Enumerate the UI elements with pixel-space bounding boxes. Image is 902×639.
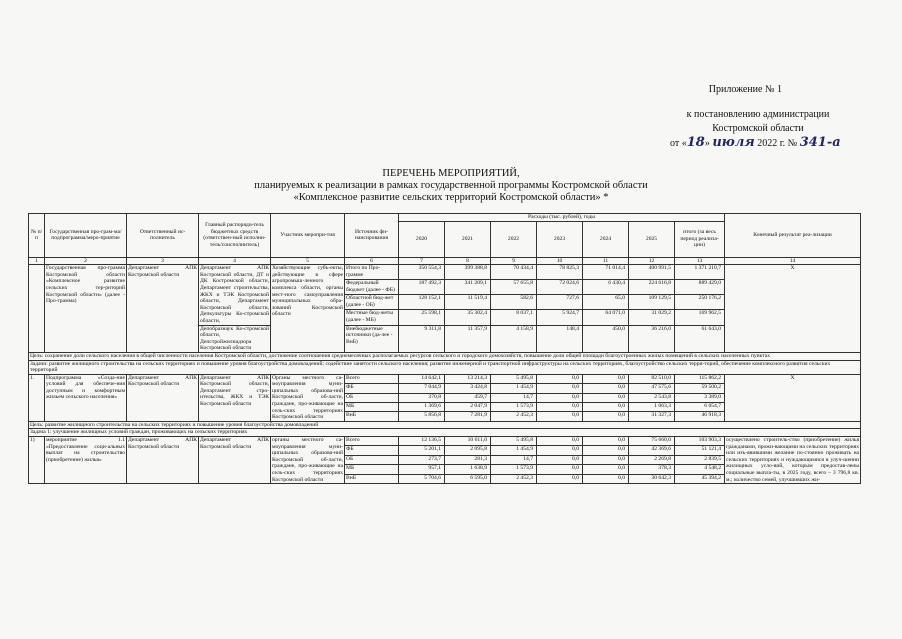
header-year: 2020: [399, 221, 445, 257]
goal-row: Цель: развитие жилищного строительства на сельских территориях и повышение уровня благоустройства домовладений: [29, 421, 861, 429]
column-number-row: [29, 257, 861, 265]
amount-cell: 6 430,4: [583, 280, 629, 295]
amount-cell: 14,7: [491, 455, 537, 464]
amount-cell: 0,0: [537, 455, 583, 464]
col-number: 6: [345, 257, 399, 265]
header-expenses: Расходы (тыс. рублей), годы: [399, 214, 725, 222]
manager: Департамент АПК Костромской области: [199, 437, 271, 484]
amount-cell: 1 573,9: [491, 465, 537, 474]
amount-cell: 0,0: [537, 474, 583, 483]
amount-cell: 1 369,6: [399, 402, 445, 411]
amount-cell: 42 369,6: [629, 446, 675, 455]
title-line-3: «Комплексное развитие сельских территорий Костромской области» *: [293, 192, 609, 203]
executor: Департамент АПК Костромской области: [127, 374, 199, 421]
program-name: Государственная про-грамма Костромской области «Комплексное развитие сельских тер-риторий Костромской области» (далее - Про-грамма): [45, 265, 127, 353]
program-name: Подпрограмма «Созда-ние условий для обеспече-ния доступным и комфортным жильем сельского населения»: [45, 374, 127, 421]
col-number: 7: [399, 257, 445, 265]
amount-cell: 11 357,9: [445, 325, 491, 352]
col-number: 14: [725, 257, 861, 265]
amount-cell: 0,0: [537, 402, 583, 411]
amount-cell: 35 302,4: [445, 310, 491, 325]
col-number: 8: [445, 257, 491, 265]
col-number: 10: [537, 257, 583, 265]
final-result: Х: [725, 265, 861, 353]
table-row: [29, 437, 861, 446]
amount-cell: 25 598,1: [399, 310, 445, 325]
col-number: 1: [29, 257, 45, 265]
amount-cell: 148,4: [537, 325, 583, 352]
amount-cell: 6 595,0: [445, 474, 491, 483]
amount-cell: 0,0: [537, 374, 583, 383]
amount-cell: 72 024,6: [537, 280, 583, 295]
amount-cell: 10 611,0: [445, 437, 491, 446]
amount-cell: 2 095,8: [445, 446, 491, 455]
amount-cell: 1 573,9: [491, 402, 537, 411]
header-manager: Главный распоряди-тель бюджетных средств (ответствен-ный исполни-тель/соисполнитель): [199, 214, 271, 258]
funding-source: Всего: [345, 437, 399, 446]
amount-cell: 2 452,3: [491, 412, 537, 421]
date-year: 2022 г. №: [754, 138, 800, 149]
header-year: 2021: [445, 221, 491, 257]
amount-cell: 0,0: [583, 402, 629, 411]
funding-source: МБ: [345, 402, 399, 411]
amount-cell: 7 044,9: [399, 384, 445, 393]
amount-cell: 4 158,9: [491, 325, 537, 352]
amount-cell: 75 660,0: [629, 437, 675, 446]
amount-cell: 14,7: [491, 393, 537, 402]
table-row: [29, 352, 861, 360]
amount-cell: 378,3: [629, 465, 675, 474]
task-row: Задачи: развитие жилищного строительства на сельских территориях и повышение уровня благоустройства домовладений; содействие занятости сельского населения; развитие инженерной и транспортной инфраструктуры на сельских территориях, благоустройство сельских терри-торий, обеспечение комплексного развития сельских территорий: [29, 360, 861, 374]
amount-cell: 71 014,4: [583, 265, 629, 280]
date-day: 18: [686, 135, 705, 150]
amount-cell: 4 548,2: [675, 465, 725, 474]
amount-cell: 450,0: [583, 325, 629, 352]
amount-cell: 3 424,8: [445, 384, 491, 393]
row-number: 1): [29, 437, 45, 484]
amount-cell: 5 856,8: [399, 412, 445, 421]
amount-cell: 0,0: [583, 412, 629, 421]
header-year: 2023: [537, 221, 583, 257]
funding-source: ФБ: [345, 384, 399, 393]
amount-cell: 2 839,5: [675, 455, 725, 464]
appendix-label: Приложение № 1: [708, 84, 782, 95]
amount-cell: 7 281,9: [445, 412, 491, 421]
amount-cell: 0,0: [537, 437, 583, 446]
amount-cell: 0,0: [583, 474, 629, 483]
amount-cell: 0,0: [537, 393, 583, 402]
funding-source: Итого по Про-грамме: [345, 265, 399, 280]
decree-date: [670, 136, 890, 151]
amount-cell: 30 642,3: [629, 474, 675, 483]
amount-cell: 5 704,6: [399, 474, 445, 483]
measures-table: [28, 213, 861, 484]
amount-cell: 5 495,8: [491, 374, 537, 383]
col-number: 12: [629, 257, 675, 265]
funding-source: Областной бюд-жет (далее - ОБ): [345, 295, 399, 310]
date-prefix: от «: [670, 138, 687, 149]
header-total: итого (за весь период реализа-ции): [675, 221, 725, 257]
amount-cell: 70 434,4: [491, 265, 537, 280]
header-result: Конечный результат реа-лизации: [725, 214, 861, 258]
final-result: Х: [725, 374, 861, 421]
table-body: [29, 265, 861, 484]
funding-source: ОБ: [345, 393, 399, 402]
amount-cell: 46 918,3: [675, 412, 725, 421]
funding-source: Всего: [345, 374, 399, 383]
amount-cell: 0,0: [537, 465, 583, 474]
table-row: [29, 374, 861, 383]
amount-cell: 0,0: [583, 455, 629, 464]
funding-source: ВнБ: [345, 474, 399, 483]
program-name: мероприятие 1.1 «Предоставление соци-альных выплат на строительство (приобретение) жилья»: [45, 437, 127, 484]
amount-cell: 128 152,1: [399, 295, 445, 310]
header-participants: Участник меропри-тия: [271, 214, 345, 258]
final-result: осуществлено строитель-ство (приобретение) жилья гражданами, прожи-вающими на сельских территориях или изъ-явившими желание по-стоянно проживать на сельских территориях и нуждающимися в улуч-шении жилищных усло-вий, которым предостав-лены социальные выпла-ты, в 2025 году, всего – 3 796,8 кв. м.; количество семей, улучшивших жи-: [726, 437, 860, 483]
amount-cell: 0,0: [537, 446, 583, 455]
amount-cell: 65,0: [583, 295, 629, 310]
amount-cell: 9 311,8: [399, 325, 445, 352]
amount-cell: 350 554,3: [399, 265, 445, 280]
amount-cell: 727,6: [537, 295, 583, 310]
amount-cell: 2 047,9: [445, 402, 491, 411]
table-row: [29, 265, 861, 280]
decree-line-1: к постановлению администрации: [686, 109, 830, 120]
amount-cell: 11 519,4: [445, 295, 491, 310]
funding-source: ВнБ: [345, 412, 399, 421]
header-source: Источник фи-нансирования: [345, 214, 399, 258]
amount-cell: 399 388,8: [445, 265, 491, 280]
manager: Департамент АПК Костромской области, Департамент стро-ительства, ЖКХ и ТЭК Костромской области: [199, 374, 271, 421]
amount-cell: 187 492,3: [399, 280, 445, 295]
table-row: [29, 421, 861, 429]
amount-cell: 224 616,8: [629, 280, 675, 295]
decree-line-2: Костромской области: [712, 123, 804, 134]
col-number: 5: [271, 257, 345, 265]
amount-cell: 1 454,9: [491, 384, 537, 393]
amount-cell: 115 862,2: [675, 374, 725, 383]
col-number: 4: [199, 257, 271, 265]
amount-cell: 370,8: [399, 393, 445, 402]
col-number: 2: [45, 257, 127, 265]
amount-cell: 889 429,0: [675, 280, 725, 295]
amount-cell: 957,1: [399, 465, 445, 474]
document-title: [0, 168, 902, 204]
amount-cell: 57 655,8: [491, 280, 537, 295]
amount-cell: 1 638,9: [445, 465, 491, 474]
manager-continued: Депобразнаук Ко-стромской области, Депстройжилнадзора Костромской области: [200, 325, 269, 352]
task-row: Задача 1: улучшение жилищных условий граждан, проживающих на сельских территориях: [29, 429, 861, 437]
amount-cell: 47 575,6: [629, 384, 675, 393]
funding-source: Внебюджетные источники (да-лее - ВнБ): [345, 325, 399, 352]
executor: Департамент АПК Костромской области: [127, 437, 199, 484]
col-number: 13: [675, 257, 725, 265]
header-year: 2024: [583, 221, 629, 257]
col-number: 9: [491, 257, 537, 265]
date-mid: »: [704, 138, 713, 149]
amount-cell: 109 129,5: [629, 295, 675, 310]
amount-cell: 400 991,5: [629, 265, 675, 280]
manager: Департамент АПК Костромской области, ДТ и ДК Костромской области, Департамент строительства, ЖКХ и ТЭК Костромской области, Департамент Костромской области, Депкультуры Ко-стромской области,: [200, 265, 269, 324]
amount-cell: 6 054,7: [675, 402, 725, 411]
date-month: июля: [712, 135, 755, 150]
amount-cell: 0,0: [537, 384, 583, 393]
amount-cell: 1 063,3: [629, 402, 675, 411]
row-number: [29, 265, 45, 353]
amount-cell: 2 269,8: [629, 455, 675, 464]
header-num: № п/п: [29, 214, 45, 258]
amount-cell: 36 216,0: [629, 325, 675, 352]
amount-cell: 1 454,9: [491, 446, 537, 455]
decree-number: 341-а: [799, 135, 841, 150]
amount-cell: 12 136,5: [399, 437, 445, 446]
amount-cell: 5 495,8: [491, 437, 537, 446]
amount-cell: 0,0: [583, 465, 629, 474]
col-number: 11: [583, 257, 629, 265]
amount-cell: 582,6: [491, 295, 537, 310]
funding-source: ОБ: [345, 455, 399, 464]
amount-cell: 51 121,4: [675, 446, 725, 455]
participants: Хозяйствующие субъ-екты, действующие в сфере агропромыш-ленного комплекса области, органы мест-ного самоуправления муниципальных обра-зований Костромской области: [271, 265, 345, 353]
header-executor: Ответственный ис-полнитель: [127, 214, 199, 258]
amount-cell: 103 903,3: [675, 437, 725, 446]
decree-reference: [648, 108, 868, 151]
title-line-2: планируемых к реализации в рамках государственной программы Костромской области: [254, 180, 648, 191]
amount-cell: 13 214,3: [445, 374, 491, 383]
funding-source: МБ: [345, 465, 399, 474]
amount-cell: 1 371 210,7: [675, 265, 725, 280]
amount-cell: 61 643,0: [675, 325, 725, 352]
amount-cell: 273,7: [399, 455, 445, 464]
amount-cell: 341 209,1: [445, 280, 491, 295]
amount-cell: 14 642,1: [399, 374, 445, 383]
funding-source: ФБ: [345, 446, 399, 455]
amount-cell: 169 962,5: [675, 310, 725, 325]
amount-cell: 31 029,2: [629, 310, 675, 325]
amount-cell: 59 500,2: [675, 384, 725, 393]
amount-cell: 2 543,8: [629, 393, 675, 402]
header-year: 2022: [491, 221, 537, 257]
amount-cell: 78 825,3: [537, 265, 583, 280]
amount-cell: 0,0: [583, 446, 629, 455]
header-program: Государственная про-грам-ма/подпрограмма/меро-приятие: [45, 214, 127, 258]
col-number: 3: [127, 257, 199, 265]
funding-source: Федеральный бюджет (далее - ФБ): [345, 280, 399, 295]
amount-cell: 250 176,2: [675, 295, 725, 310]
executor: Департамент АПК Костромской области: [127, 265, 199, 353]
amount-cell: 45 394,2: [675, 474, 725, 483]
amount-cell: 0,0: [583, 437, 629, 446]
header-row-1: [29, 214, 861, 222]
goal-row: Цель: сохранение доли сельского населения в общей численности населения Костромской области, достижение соотношения среднемесячных располагаемых ресурсов сельского и городского домохозяйств, повышение доли общей площади благоустроенных жилых помещений в сельских населенных пунктах: [29, 352, 861, 360]
funding-source: Местные бюд-жеты (далее - МБ): [345, 310, 399, 325]
amount-cell: 5 924,7: [537, 310, 583, 325]
amount-cell: 0,0: [537, 412, 583, 421]
amount-cell: 0,0: [583, 374, 629, 383]
amount-cell: 82 510,0: [629, 374, 675, 383]
row-number: 1.: [29, 374, 45, 421]
amount-cell: 5 201,1: [399, 446, 445, 455]
title-line-1: ПЕРЕЧЕНЬ МЕРОПРИЯТИЙ,: [382, 168, 520, 179]
amount-cell: 3 389,0: [675, 393, 725, 402]
participants: Органы местного са-моуправления муни-ципальных образова-ний Костромской об-ласти, граждане, про-живающие на сель-ских территориях Костромской области: [272, 374, 343, 421]
amount-cell: 2 452,3: [491, 474, 537, 483]
table-row: [29, 360, 861, 374]
participants: органы местного са-моуправления муни-ципальных образова-ний Костромской об-ласти, граждане, про-живающие на сель-ских территориях Костромской области: [272, 437, 343, 483]
amount-cell: 459,7: [445, 393, 491, 402]
table-row: [29, 429, 861, 437]
amount-cell: 0,0: [583, 393, 629, 402]
amount-cell: 31 327,3: [629, 412, 675, 421]
header-year: 2025: [629, 221, 675, 257]
amount-cell: 0,0: [583, 384, 629, 393]
amount-cell: 64 071,0: [583, 310, 629, 325]
amount-cell: 281,3: [445, 455, 491, 464]
amount-cell: 8 037,1: [491, 310, 537, 325]
